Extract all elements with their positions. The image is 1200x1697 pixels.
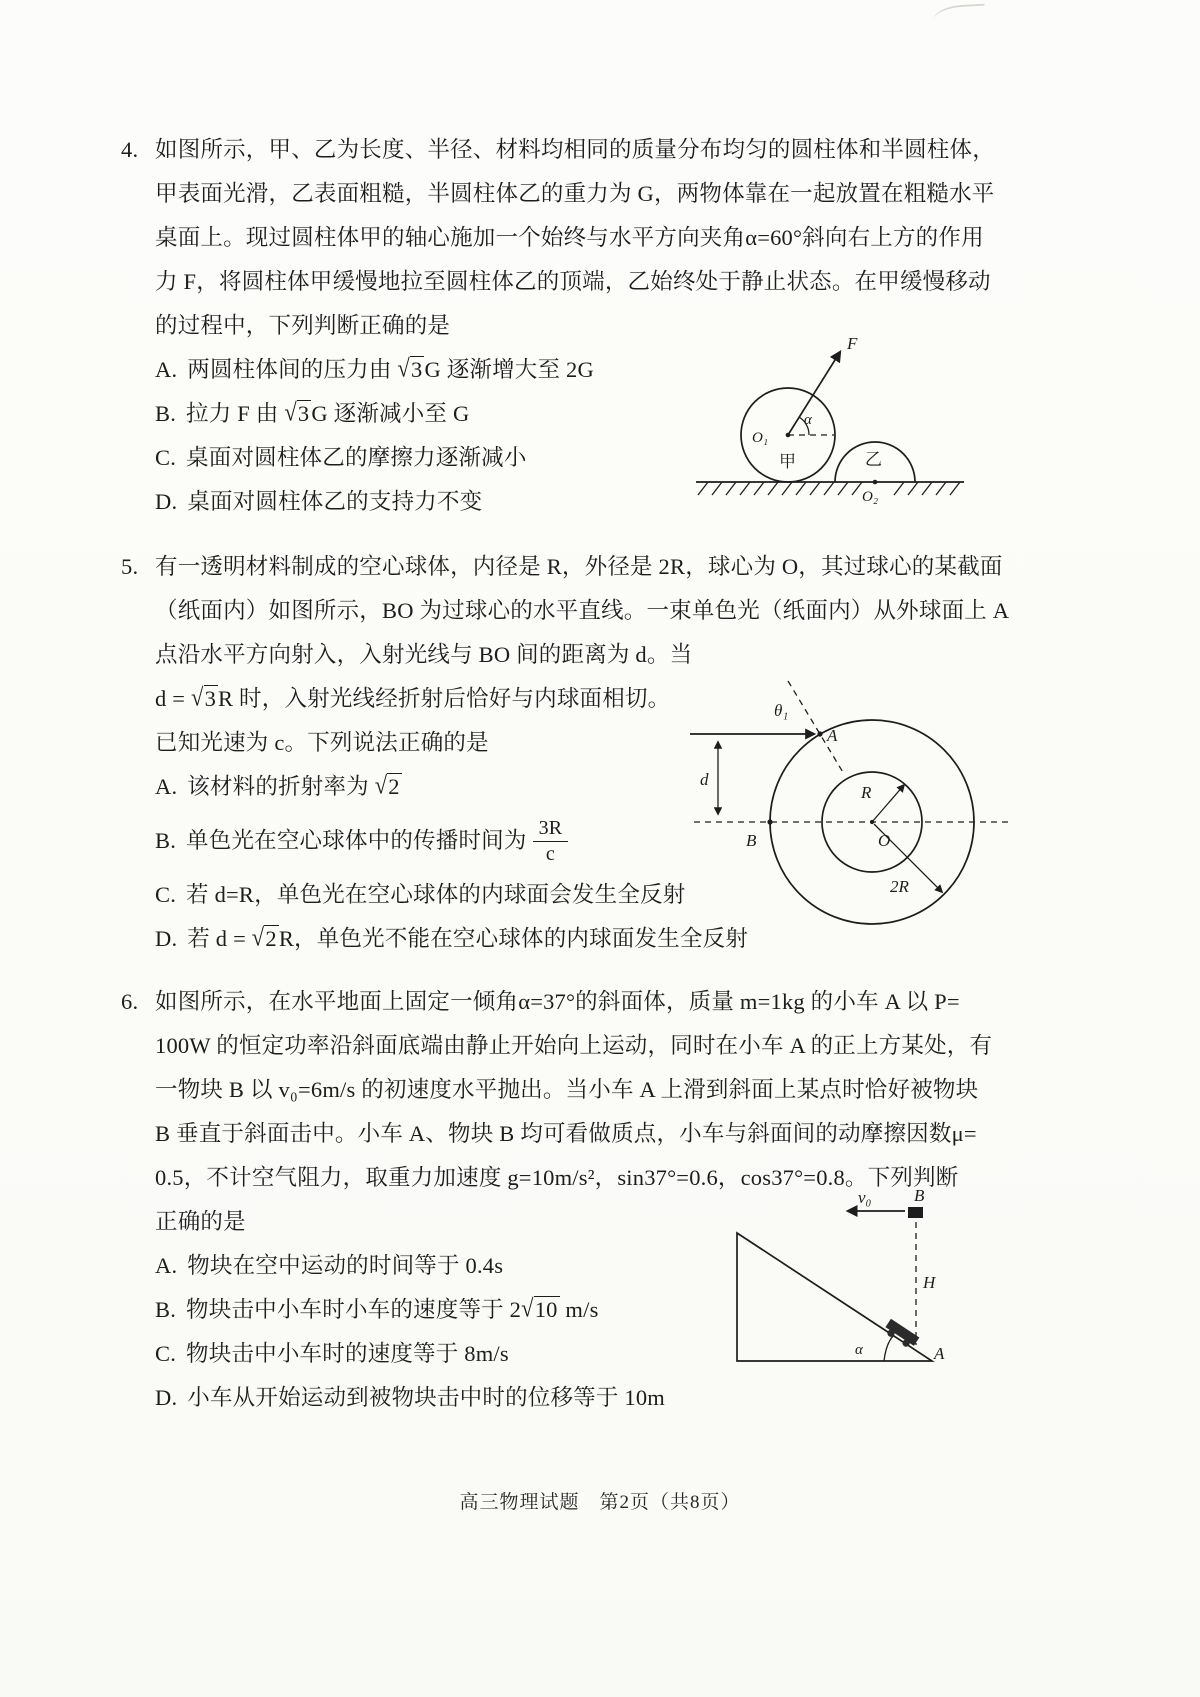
radical-sign: √ <box>251 922 265 951</box>
question-stem-line <box>121 545 1091 589</box>
option-label: D. <box>155 1385 178 1410</box>
question-stem-line <box>121 128 1091 172</box>
question-stem-line: B 垂直于斜面击中。小车 A、物块 B 均可看做质点，小车与斜面间的动摩擦因数μ= <box>155 1121 977 1146</box>
stem-text: 如图所示，甲、乙为长度、半径、材料均相同的质量分布均匀的圆柱体和半圆柱体， <box>155 137 995 162</box>
option-label: B. <box>155 1297 177 1322</box>
option-text: 小车从开始运动到被物块击中时的位移等于 10m <box>187 1385 666 1410</box>
question-stem-line: 100W 的恒定功率沿斜面底端由静止开始向上运动，同时在小车 A 的正上方某处，有 <box>155 1033 993 1058</box>
question-stem-line: 桌面上。现过圆柱体甲的轴心施加一个始终与水平方向夹角α=60°斜向右上方的作用 <box>155 225 984 250</box>
option-text: 桌面对圆柱体乙的摩擦力逐渐减小 <box>186 445 527 470</box>
question-stem-line: 已知光速为 c。下列说法正确的是 <box>155 730 489 755</box>
sqrt-expression <box>191 677 218 721</box>
option-label: C. <box>155 882 177 907</box>
label-radius-2r: 2R <box>890 877 909 896</box>
option-label: A. <box>155 1253 178 1278</box>
sqrt-expression <box>521 1288 559 1332</box>
question-stem-line: 0.5，不计空气阻力，取重力加速度 g=10m/s²，sin37°=0.6，cos37°=0.8。下列判断 <box>155 1165 959 1190</box>
question-stem-line: 的过程中，下列判断正确的是 <box>155 313 451 338</box>
option-text: G 逐渐减小至 G <box>311 401 470 426</box>
center-o2-dot <box>873 480 878 485</box>
option-text: 物块在空中运动的时间等于 0.4s <box>187 1253 504 1278</box>
sqrt-expression <box>375 765 402 809</box>
angle-alpha-arc <box>884 1335 894 1361</box>
point-b-dot <box>767 819 772 824</box>
label-yi: 乙 <box>865 450 882 469</box>
radical-sign: √ <box>374 770 388 799</box>
radicand: 2 <box>388 774 400 799</box>
label-jia: 甲 <box>779 452 796 471</box>
stem-text: d = <box>155 686 191 711</box>
radicand: 3 <box>297 401 310 426</box>
option-text: 拉力 F 由 <box>186 401 285 426</box>
label-block-b: B <box>914 1186 925 1205</box>
question4-figure <box>688 325 988 515</box>
option-text: m/s <box>559 1297 599 1322</box>
option-label: C. <box>155 445 177 470</box>
label-o2: O₂ <box>862 489 879 505</box>
fraction-numerator: 3R <box>533 817 569 842</box>
question-stem-line: 点沿水平方向射入，入射光线与 BO 间的距离为 d。当 <box>155 642 693 667</box>
option-text: 两圆柱体间的压力由 <box>187 357 398 382</box>
label-cart-a: A <box>934 1344 945 1363</box>
radical-sign: √ <box>521 1293 534 1322</box>
question-number: 4. <box>121 137 139 162</box>
option-text: 桌面对圆柱体乙的支持力不变 <box>187 489 483 514</box>
question-stem-line: （纸面内）如图所示，BO 为过球心的水平直线。一束单色光（纸面内）从外球面上 A <box>155 598 1010 623</box>
label-v0: v₀ <box>858 1188 872 1207</box>
option-text: 若 d=R，单色光在空心球体的内球面会发生全反射 <box>186 882 686 907</box>
option-label: D. <box>155 489 178 514</box>
alpha-label: α <box>804 412 812 428</box>
option-label: A. <box>155 774 178 799</box>
radicand: 2 <box>265 926 277 951</box>
option-label: B. <box>155 401 177 426</box>
stem-text: 有一透明材料制成的空心球体，内径是 R，外径是 2R，球心为 O，其过球心的某截面 <box>155 554 1003 579</box>
option-text: 该材料的折射率为 <box>187 774 375 799</box>
question-stem-line: 力 F，将圆柱体甲缓慢地拉至圆柱体乙的顶端，乙始终处于静止状态。在甲缓慢移动 <box>155 269 991 294</box>
question-stem-line: 正确的是 <box>155 1209 246 1234</box>
question-stem-line: 甲表面光滑，乙表面粗糙，半圆柱体乙的重力为 G，两物体靠在一起放置在粗糙水平 <box>155 181 995 206</box>
fraction <box>533 817 569 866</box>
label-force-f: F <box>847 334 858 353</box>
radical-sign: √ <box>191 682 204 711</box>
radical-sign: √ <box>284 397 297 426</box>
label-center-o: O <box>878 831 891 850</box>
option-label: B. <box>155 828 177 853</box>
page-footer: 高三物理试题 第2页（共8页） <box>459 1492 741 1513</box>
question-number: 5. <box>121 554 139 579</box>
option-text: G 逐渐增大至 2G <box>424 357 594 382</box>
block-b-square <box>908 1207 923 1218</box>
label-point-a: A <box>827 726 838 745</box>
radical-sign: √ <box>397 353 410 382</box>
question5-figure <box>680 640 1020 950</box>
option-text: R，单色光不能在空心球体的内球面发生全反射 <box>278 926 749 951</box>
option-text: 物块击中小车时的速度等于 8m/s <box>186 1341 509 1366</box>
radicand: 3 <box>204 686 217 711</box>
ground-hatching <box>698 482 960 495</box>
label-distance-d: d <box>700 770 709 789</box>
question6-figure <box>718 1185 978 1395</box>
sqrt-expression <box>284 392 311 436</box>
radius-r-arrow <box>872 785 904 822</box>
option-label: D. <box>155 926 178 951</box>
label-height-h: H <box>923 1273 936 1292</box>
radicand: 10 <box>534 1297 558 1322</box>
scan-artifact <box>933 4 986 21</box>
alpha-label: α <box>855 1342 863 1358</box>
option-text: 单色光在空心球体中的传播时间为 <box>186 828 527 853</box>
option-label: C. <box>155 1341 177 1366</box>
sqrt-expression <box>397 348 424 392</box>
stem-text: 如图所示，在水平地面上固定一倾角α=37°的斜面体，质量 m=1kg 的小车 A 以 P= <box>155 989 960 1014</box>
label-o1: O₁ <box>752 430 769 446</box>
label-radius-r: R <box>861 783 872 802</box>
stem-text: R 时，入射光线经折射后恰好与内球面相切。 <box>218 686 671 711</box>
sqrt-expression <box>252 917 279 961</box>
question-stem-line: 一物块 B 以 v₀=6m/s 的初速度水平抛出。当小车 A 上滑到斜面上某点时恰好被物块 <box>155 1077 979 1102</box>
question-stem-line <box>121 980 1091 1024</box>
radicand: 3 <box>410 357 423 382</box>
label-point-b: B <box>746 831 757 850</box>
option-label: A. <box>155 357 178 382</box>
option-text: 物块击中小车时小车的速度等于 2 <box>186 1297 522 1322</box>
label-theta1: θ₁ <box>774 701 789 720</box>
question-number: 6. <box>121 989 139 1014</box>
option-text: 若 d = <box>187 926 252 951</box>
force-f-arrow <box>788 352 840 435</box>
fraction-denominator: c <box>545 842 555 865</box>
